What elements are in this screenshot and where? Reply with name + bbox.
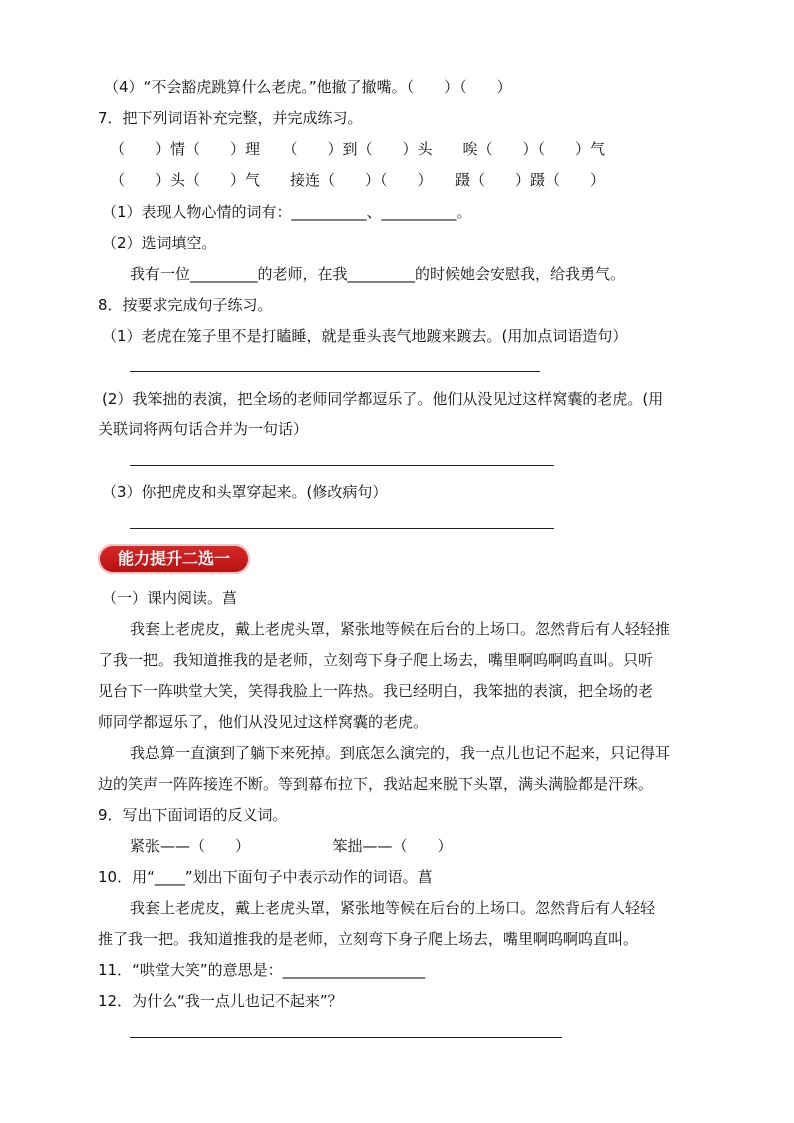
answer-line [130,371,540,372]
passage-line: 我套上老虎皮，戴上老虎头罩，紧张地等候在后台的上场口。忽然背后有人轻轻推 [130,620,671,638]
passage-line: 师同学都逗乐了，他们从没见过这样窝囊的老虎。 [98,713,429,731]
q8-sub-1: （1）老虎在笼子里不是打瞌睡，就是垂头丧气地踱来踱去。(用加点词语造句） [102,327,628,345]
q6-4-text: （4）“不会豁虎跳算什么老虎。”他撤了撤嘴。（ ）（ ） [104,78,512,96]
q7-sub-1: （1）表现人物心情的词有：__________、__________。 [102,203,472,221]
reading-heading: （一）课内阅读。菖 [102,589,238,607]
answer-line [130,465,554,466]
passage-line: 见台下一阵哄堂大笑，笑得我脸上一阵热。我已经明白，我笨拙的表演，把全场的老 [98,682,654,700]
passage-line: 边的笑声一阵阵接连不断。等到幕布拉下，我站起来脱下头罩，满头满脸都是汗珠。 [98,775,654,793]
q7-row-1: （ ）情（ ）理 （ ）到（ ）头 唉（ ）（ ）气 [110,140,606,158]
q7-sub-2: （2）选词填空。 [102,234,217,252]
q10-sentence: 我套上老虎皮，戴上老虎头罩，紧张地等候在后台的上场口。忽然背后有人轻轻 [130,899,656,917]
answer-line [130,528,554,529]
q7-title: 7．把下列词语补充完整，并完成练习。 [98,109,363,127]
q9-items: 紧张——（ ） 笨拙——（ ） [130,837,453,855]
q8-sub-3: （3）你把虎皮和头罩穿起来。(修改病句） [102,483,388,501]
q12-title: 12．为什么“我一点儿也记不起来”？ [98,992,343,1010]
q8-title: 8．按要求完成句子练习。 [98,296,273,314]
answer-line [130,1037,562,1038]
section-banner [98,544,250,574]
passage-line: 我总算一直演到了躺下来死掉。到底怎么演完的，我一点儿也记不起来，只记得耳 [130,744,671,762]
section-banner-label: 能力提升二选一 [117,549,230,568]
q8-sub-2: (2）我笨拙的表演，把全场的老师同学都逗乐了。他们从没见过这样窝囊的老虎。(用 [102,390,664,408]
passage-line: 了我一把。我知道推我的是老师，立刻弯下身子爬上场去，嘴里啊呜啊呜直叫。只听 [98,651,654,669]
q10-sentence: 推了我一把。我知道推我的是老师，立刻弯下身子爬上场去，嘴里啊呜啊呜直叫。 [98,930,639,948]
q11-title: 11．“哄堂大笑”的意思是：___________________ [98,961,426,979]
q7-row-2: （ ）头（ ）气 接连（ ）（ ） 蹑（ ）蹑（ ） [110,171,606,189]
q7-fill-sentence: 我有一位_________的老师，在我_________的时候她会安慰我，给我勇气。 [130,265,626,283]
q8-sub-2-cont: 关联词将两句话合并为一句话） [98,420,309,438]
q9-title: 9．写出下面词语的反义词。 [98,806,288,824]
q10-title: 10．用“____”划出下面句子中表示动作的词语。菖 [98,868,433,886]
